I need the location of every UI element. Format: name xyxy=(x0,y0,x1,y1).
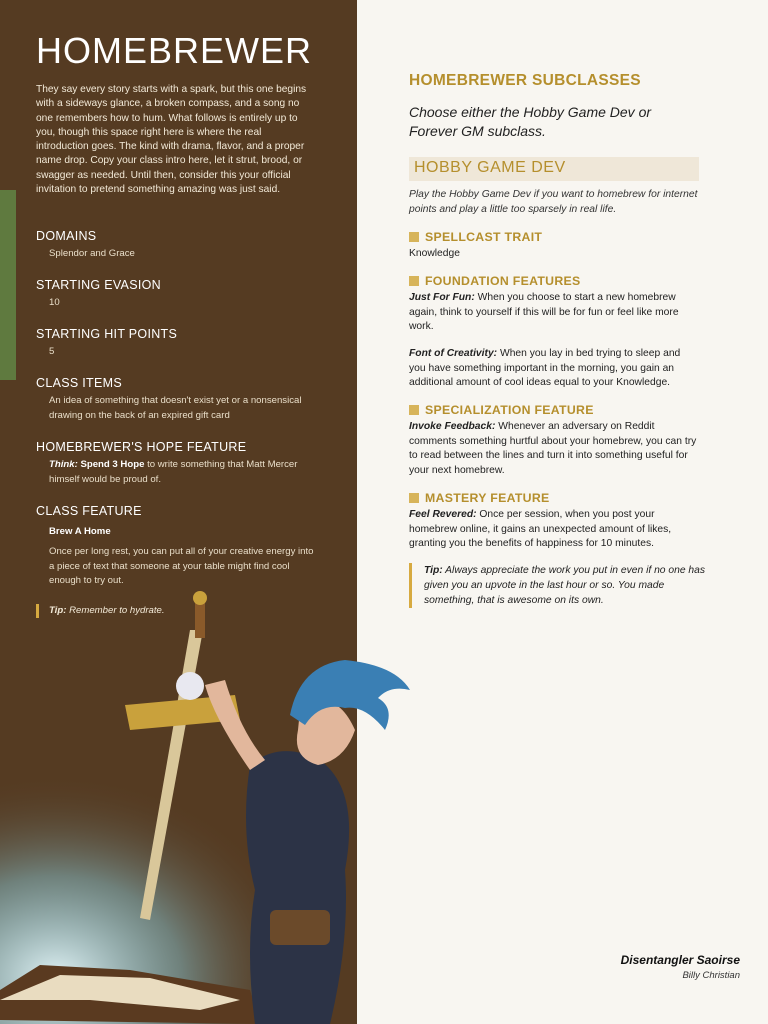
hit-points-value: 5 xyxy=(49,346,55,357)
domains-heading: DOMAINS xyxy=(36,229,97,243)
section-marker-icon xyxy=(409,276,419,286)
left-tip-label: Tip: xyxy=(49,605,67,616)
right-tip xyxy=(409,563,709,608)
evasion-heading: STARTING EVASION xyxy=(36,278,161,292)
art-credit: Billy Christian xyxy=(682,970,740,981)
foundation-feature-1: Just For Fun: When you choose to start a new homebrew again, think to yourself if this will be for fun or feel like more work. xyxy=(409,292,679,333)
domains-value: Splendor and Grace xyxy=(49,248,135,259)
spellcast-value: Knowledge xyxy=(409,248,460,259)
hit-points-heading: STARTING HIT POINTS xyxy=(36,327,178,341)
chapter-tab xyxy=(0,190,16,380)
foundation-heading: FOUNDATION FEATURES xyxy=(409,274,581,288)
mastery-feature: Feel Revered: Once per session, when you post your homebrew online, it gains an unexpected amount of likes, granting you the benefits of happiness for 10 minutes. xyxy=(409,509,672,550)
character-body xyxy=(246,751,349,1024)
specialization-heading: SPECIALIZATION FEATURE xyxy=(409,403,594,417)
subclass-description: Play the Hobby Game Dev if you want to homebrew for internet points and play a little too sparsely in real life. xyxy=(409,189,698,215)
hope-label: Think: xyxy=(49,459,78,470)
sword-pommel xyxy=(193,591,207,605)
section-marker-icon xyxy=(409,493,419,503)
character-illustration xyxy=(0,590,420,1024)
subclasses-intro: Choose either the Hobby Game Dev or Forever GM subclass. xyxy=(409,104,652,139)
hope-feature-heading: HOMEBREWER'S HOPE FEATURE xyxy=(36,440,247,454)
hope-feature-text xyxy=(49,458,309,487)
character-glove xyxy=(176,672,204,700)
specialization-feature: Invoke Feedback: Whenever an adversary on Reddit comments something hurtful about your homebrew, you can try to read between the lines and turn it into something useful for your next homebrew. xyxy=(409,421,697,476)
class-items-heading: CLASS ITEMS xyxy=(36,376,122,390)
mastery-heading: MASTERY FEATURE xyxy=(409,491,550,505)
hope-description: to write something that Matt Mercer himself would be proud of. xyxy=(49,459,298,485)
art-title: Disentangler Saoirse xyxy=(620,953,740,967)
character-belt-pouch xyxy=(270,910,330,945)
class-intro: They say every story starts with a spark, but this one begins with a sideways glance, a broken compass, and a song no one remembers how to hum. What follows is entirely up to you, though this space right here is where the real introduction goes. The kind with drama, flavor, and a proper name drop. Copy your class intro here, let it strut, brood, or swagger as needed. Until then, consider this your official invitation to pretend something amazing was just said. xyxy=(36,84,307,196)
subclasses-heading: HOMEBREWER SUBCLASSES xyxy=(409,72,641,89)
character-hair xyxy=(290,660,410,730)
class-feature-text: Once per long rest, you can put all of your creative energy into a piece of text that someone at your table might find cool enough to try out. xyxy=(49,546,314,586)
class-feature-name: Brew A Home xyxy=(49,526,111,537)
section-marker-icon xyxy=(409,232,419,242)
spellcast-heading: SPELLCAST TRAIT xyxy=(409,230,542,244)
section-marker-icon xyxy=(409,405,419,415)
hope-cost: Spend 3 Hope xyxy=(80,459,145,470)
right-tip-label: Tip: xyxy=(424,565,443,576)
class-title: HOMEBREWER xyxy=(36,30,313,71)
foundation-feature-2: Font of Creativity: When you lay in bed trying to sleep and you have something important in the morning, you gain an additional amount of cool ideas equal to your Knowledge. xyxy=(409,348,681,389)
class-items-value: An idea of something that doesn't exist yet or a nonsensical drawing on the back of an expired gift card xyxy=(49,395,302,421)
art-caption xyxy=(621,953,740,981)
class-feature-heading: CLASS FEATURE xyxy=(36,504,142,518)
subclass-title: HOBBY GAME DEV xyxy=(414,159,566,176)
subclass-banner xyxy=(409,157,699,181)
right-tip-text: Always appreciate the work you put in even if no one has given you an upvote in the last hour or so. You made something, that is awesome on its own. xyxy=(424,565,706,606)
left-tip-text: Remember to hydrate. xyxy=(66,605,165,616)
evasion-value: 10 xyxy=(49,297,60,308)
